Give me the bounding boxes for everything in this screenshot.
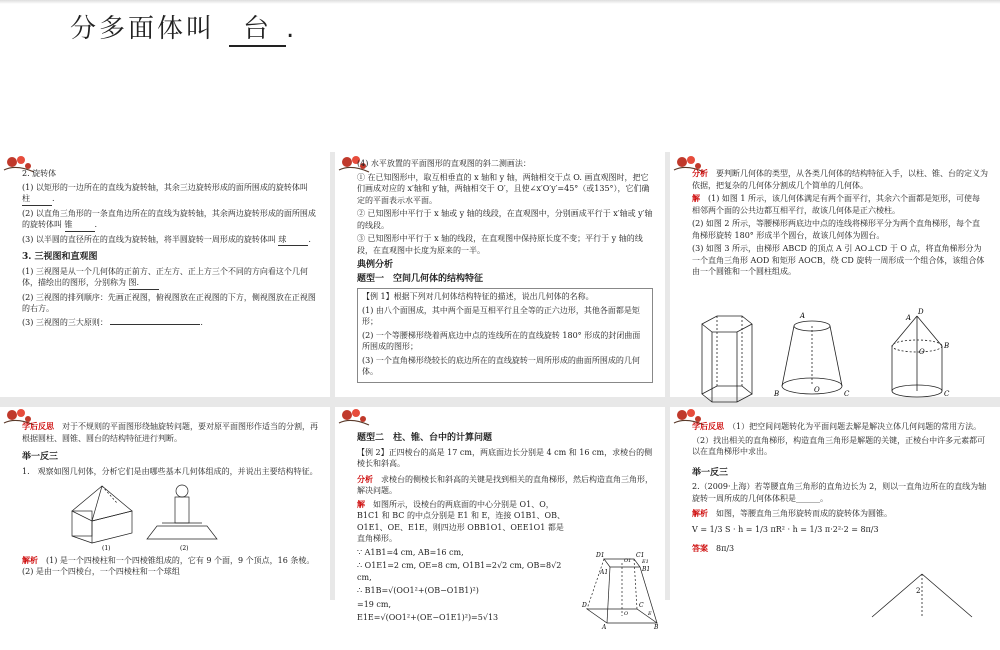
s5-sol-5: E1E=√(OO1²+(OE−O1E1)²)=5√13 bbox=[357, 613, 499, 622]
s2-item-0: (1) 由八个面围成，其中两个面是互相平行且全等的正六边形，其他各面都是矩形； bbox=[362, 305, 640, 326]
s3-point-O: O bbox=[814, 386, 820, 394]
s3-point-B: B bbox=[774, 390, 780, 398]
s5-sol-label: 解 bbox=[357, 498, 365, 509]
s1-line-1: (1) 以矩形的一边所在的直线为旋转轴，其余三边旋转形成的面所围成的旋转体叫 柱 . bbox=[22, 182, 318, 206]
s1-blank-1: 柱 bbox=[22, 193, 52, 206]
s4-question: 1. 观察如图几何体，分析它们是由哪些基本几何体组成的，并说出主要结构特征。 bbox=[22, 466, 318, 476]
s3-fig3-C: C bbox=[944, 390, 950, 398]
s2-item-2: (3) 一个直角梯形绕较长的底边所在的直线旋转一周所形成的曲面所围成的几何体。 bbox=[362, 355, 640, 376]
frustum-figure bbox=[782, 321, 842, 394]
s4-caption-2: (2) bbox=[180, 545, 189, 552]
s6-section-title: 举一反三 bbox=[692, 467, 729, 478]
s5-analysis-label: 分析 bbox=[357, 473, 373, 484]
slide-2-content bbox=[357, 158, 653, 395]
s5-topic: 题型二 柱、锥、台中的计算问题 bbox=[357, 433, 493, 443]
s2-example-box bbox=[357, 288, 653, 383]
s4-section-title: 举一反三 bbox=[22, 452, 59, 462]
s3-analysis-text: 要判断几何体的类型，从各类几何体的结构特征入手，以柱、锥、台的定义为依据，把复杂的几何体分割成几个简单的几何体。 bbox=[692, 169, 988, 190]
s3-solve-1: (2) 如图 2 所示，等腰梯形两底边中点的连线将梯形平分为两个直角梯形，每个直角梯形旋转 180° 形成半个圆台，故该几何体为圆台。 bbox=[692, 219, 981, 240]
s1-blank-4: 图. bbox=[129, 277, 159, 290]
s1-line-5: (3) 以半圆的直径所在的直线为旋转轴，将半圆旋转一周形成的旋转体叫 球 . bbox=[22, 234, 318, 247]
s5-sol-3: ∴ B1B=√(OO1²+(OB−O1B1)²) bbox=[357, 586, 479, 595]
s3-solve-2: (3) 如图 3 所示，由梯形 ABCD 的顶点 A 引 AO⊥CD 于 O 点，将直角梯形分为一个直角三角形 AOD 和矩形 AOCB，绕 CD 旋转一周形成一个组合体，该组合体由一个圆锥和一个圆柱组成。 bbox=[692, 244, 985, 276]
frustum-pyramid-figure bbox=[582, 549, 662, 629]
s3-solve-0 bbox=[692, 193, 988, 216]
slide-5 bbox=[335, 407, 665, 650]
s5-pt-D1: D1 bbox=[596, 552, 605, 559]
s2-line-2: ② 已知图形中平行于 x 轴或 y 轴的线段，在直观图中，分别画成平行于 x′轴或 y′轴的线段。 bbox=[357, 209, 653, 230]
s2-topic: 题型一 空间几何体的结构特征 bbox=[357, 273, 484, 284]
s5-pt-O1: O1 bbox=[624, 558, 632, 564]
s6-analysis-label: 解析 bbox=[692, 508, 708, 518]
top-strip bbox=[0, 0, 1000, 152]
s3-fig3-A: A bbox=[906, 314, 912, 322]
s4-caption-1: (1) bbox=[102, 545, 111, 552]
s5-sol-0-text: 如图所示，设棱台的两底面的中心分别是 O1、O，B1C1 和 BC 的中点分别是 E1 和 E，连接 O1B1、OB、O1E1、OE、E1E，则四边形 OBB1O1、OEE1O1 都是直角梯形。 bbox=[357, 499, 565, 543]
s6-reflect-0 bbox=[692, 421, 988, 433]
s2-line-1: ① 在已知图形中，取互相垂直的 x 轴和 y 轴，两轴相交于点 O. 画直观图时，把它们画成对应的 x′轴和 y′轴，两轴相交于 O′，且使∠x′O′y′=45°（或135°），它们确定的平面表示水平面。 bbox=[357, 172, 650, 205]
s1-line-5-text: (3) 以半圆的直径所在的直线为旋转轴，将半圆旋转一周形成的旋转体叫 bbox=[22, 234, 276, 244]
s5-pt-E: E bbox=[648, 611, 652, 617]
s5-analysis bbox=[357, 474, 653, 497]
s5-pt-B: B bbox=[654, 624, 659, 631]
s5-solution bbox=[357, 499, 567, 624]
s4-answer-text: (1) 是一个四棱柱和一个四棱锥组成的，它有 9 个面，9 个顶点，16 条棱。(2) 是由一个四棱台，一个四棱柱和一个球组 bbox=[22, 555, 315, 576]
s6-analysis-text: 如图，等腰直角三角形旋转而成的旋转体为圆锥。 bbox=[716, 509, 892, 518]
slide-6 bbox=[670, 407, 1000, 650]
slide-3-content bbox=[692, 168, 988, 398]
s6-analysis bbox=[692, 508, 988, 520]
slide-2 bbox=[335, 154, 665, 397]
s5-pt-D: D bbox=[582, 602, 587, 609]
s5-pt-C: C bbox=[639, 602, 644, 609]
frustum-prism-sphere-figure bbox=[147, 485, 217, 539]
s1-line-11-text: (3) 三视图的三大原则： bbox=[22, 317, 108, 327]
s2-line-3: ③ 已知图形中平行于 x 轴的线段，在直观图中保持原长度不变；平行于 y 轴的线段，在直观图中长度为原来的一半。 bbox=[357, 234, 643, 255]
slide-1-content bbox=[22, 168, 318, 395]
top-cut-line bbox=[0, 0, 1000, 4]
s3-point-C: C bbox=[844, 390, 850, 398]
s1-line-1-text: (1) 以矩形的一边所在的直线为旋转轴，其余三边旋转形成的面所围成的旋转体叫 bbox=[22, 182, 308, 192]
s4-reflect-label: 学后反思 bbox=[22, 421, 54, 431]
s5-pt-B1: B1 bbox=[642, 566, 651, 573]
s4-reflect bbox=[22, 421, 318, 444]
s3-solve-label: 解 bbox=[692, 193, 700, 203]
s3-analysis bbox=[692, 168, 988, 191]
slide-6-content bbox=[692, 421, 988, 648]
s2-section-title: 典例分析 bbox=[357, 260, 394, 270]
s6-question: 2.（2009·上海）若等腰直角三角形的直角边长为 2，则以一直角边所在的直线为轴旋转一周所成的几何体体积是______。 bbox=[692, 482, 987, 503]
s1-line-7: 3. 三视图和直观图 bbox=[22, 252, 98, 262]
s6-reflect-0-text: （1）把空间问题转化为平面问题去解是解决立体几何问题的常用方法。 bbox=[732, 422, 982, 431]
top-title-period: . bbox=[286, 14, 298, 44]
s5-sol-2: ∴ O1E1=2 cm, OE=8 cm, O1B1=2√2 cm, OB=8√2 cm, bbox=[357, 561, 562, 582]
s5-sol-4: =19 cm, bbox=[357, 599, 392, 609]
s4-figures bbox=[62, 481, 222, 551]
top-title-text: 分多面体叫 bbox=[70, 14, 216, 44]
s1-blank-2: 锥 bbox=[65, 219, 95, 232]
s2-line-0: (4) 水平放置的平面图形的直观图的斜二测画法： bbox=[357, 159, 531, 168]
slide-5-content bbox=[357, 421, 659, 648]
top-title bbox=[70, 8, 297, 47]
s1-line-10: (2) 三视图的排列顺序：先画正视图，俯视图放在正视图的下方，侧视图放在正视图的右方。 bbox=[22, 292, 316, 313]
s6-reflect-label: 学后反思 bbox=[692, 421, 724, 431]
s3-figures bbox=[692, 306, 992, 406]
s5-sol-1: ∵ A1B1=4 cm, AB=16 cm, bbox=[357, 547, 464, 557]
s1-line-8-text: (1) 三视图是从一个几何体的正前方、正左方、正上方三个不同的方向看这个几何体，描绘出的图形，分别称为 bbox=[22, 266, 308, 287]
s6-formula: V = 1/3 S · h = 1/3 πR² · h = 1/3 π·2²·2 = 8π/3 bbox=[692, 524, 879, 534]
slide-3 bbox=[670, 154, 1000, 397]
s5-sol-0 bbox=[357, 499, 567, 545]
s6-fig-label: 2 bbox=[916, 587, 921, 595]
hexagonal-prism-figure bbox=[702, 316, 752, 402]
s4-answer bbox=[22, 555, 318, 578]
s5-pt-O: O bbox=[624, 611, 629, 617]
s1-line-11: (3) 三视图的三大原则： . bbox=[22, 317, 203, 327]
s4-answer-label: 解析 bbox=[22, 554, 38, 565]
s4-reflect-text: 对于不规则的平面图形绕轴旋转问题，要对原平面图形作适当的分割，再根据圆柱、圆锥、圆台的结构特征进行判断。 bbox=[22, 422, 318, 443]
s6-reflect-1: （2）找出相关的直角梯形，构造直角三角形是解题的关键，正棱台中许多元素都可以在直角梯形中求出。 bbox=[692, 435, 986, 456]
s3-fig3-O: O bbox=[919, 348, 925, 356]
cone-figure bbox=[862, 569, 982, 619]
s1-line-8 bbox=[22, 266, 318, 290]
s3-solve-0-text: (1) 如图 1 所示，该几何体满足有两个面平行，其余六个面都是矩形，可使每相邻两个面的公共边都互相平行，故该几何体是正六棱柱。 bbox=[692, 194, 981, 215]
s1-blank-5 bbox=[110, 324, 200, 325]
prism-pyramid-figure bbox=[72, 486, 132, 543]
s5-analysis-text: 求棱台的侧棱长和斜高的关键是找到相关的直角梯形，然后构造直角三角形，解决问题。 bbox=[357, 474, 653, 495]
s2-item-1: (2) 一个等腰梯形绕着两底边中点的连线所在的直线旋转 180° 形成的封闭曲面所围成的图形； bbox=[362, 330, 641, 351]
s5-pt-A1: A1 bbox=[600, 569, 609, 576]
s5-example: 【例 2】正四棱台的高是 17 cm，两底面边长分别是 4 cm 和 16 cm，求棱台的侧棱长和斜高。 bbox=[357, 447, 653, 468]
s1-line-0: 2. 旋转体 bbox=[22, 169, 57, 178]
s5-pt-A: A bbox=[602, 624, 607, 631]
slide-4 bbox=[0, 407, 330, 650]
s6-answer-label: 答案 bbox=[692, 543, 708, 553]
s1-blank-3: 球 bbox=[278, 234, 308, 247]
s6-answer bbox=[692, 543, 988, 555]
s5-pt-C1: C1 bbox=[636, 552, 645, 559]
s3-analysis-label: 分析 bbox=[692, 168, 708, 178]
slide-4-content bbox=[22, 421, 318, 648]
slide-1 bbox=[0, 154, 330, 397]
s1-line-3: (2) 以直角三角形的一条直角边所在的直线为旋转轴，其余两边旋转形成的面所围成的旋转体叫 锥 . bbox=[22, 208, 318, 232]
s2-example: 【例 1】根据下列对几何体结构特征的描述，说出几何体的名称。 bbox=[362, 292, 594, 301]
s3-point-A: A bbox=[800, 312, 806, 320]
cone-cylinder-figure bbox=[892, 316, 942, 397]
s5-pt-E1: E1 bbox=[642, 559, 649, 565]
s3-fig3-D: D bbox=[918, 308, 924, 316]
top-title-answer: 台 bbox=[229, 8, 286, 47]
s3-fig3-B: B bbox=[944, 342, 950, 350]
s6-answer-text: 8π/3 bbox=[716, 544, 735, 553]
s1-line-3-text: (2) 以直角三角形的一条直角边所在的直线为旋转轴，其余两边旋转形成的面所围成的旋转体叫 bbox=[22, 208, 316, 229]
